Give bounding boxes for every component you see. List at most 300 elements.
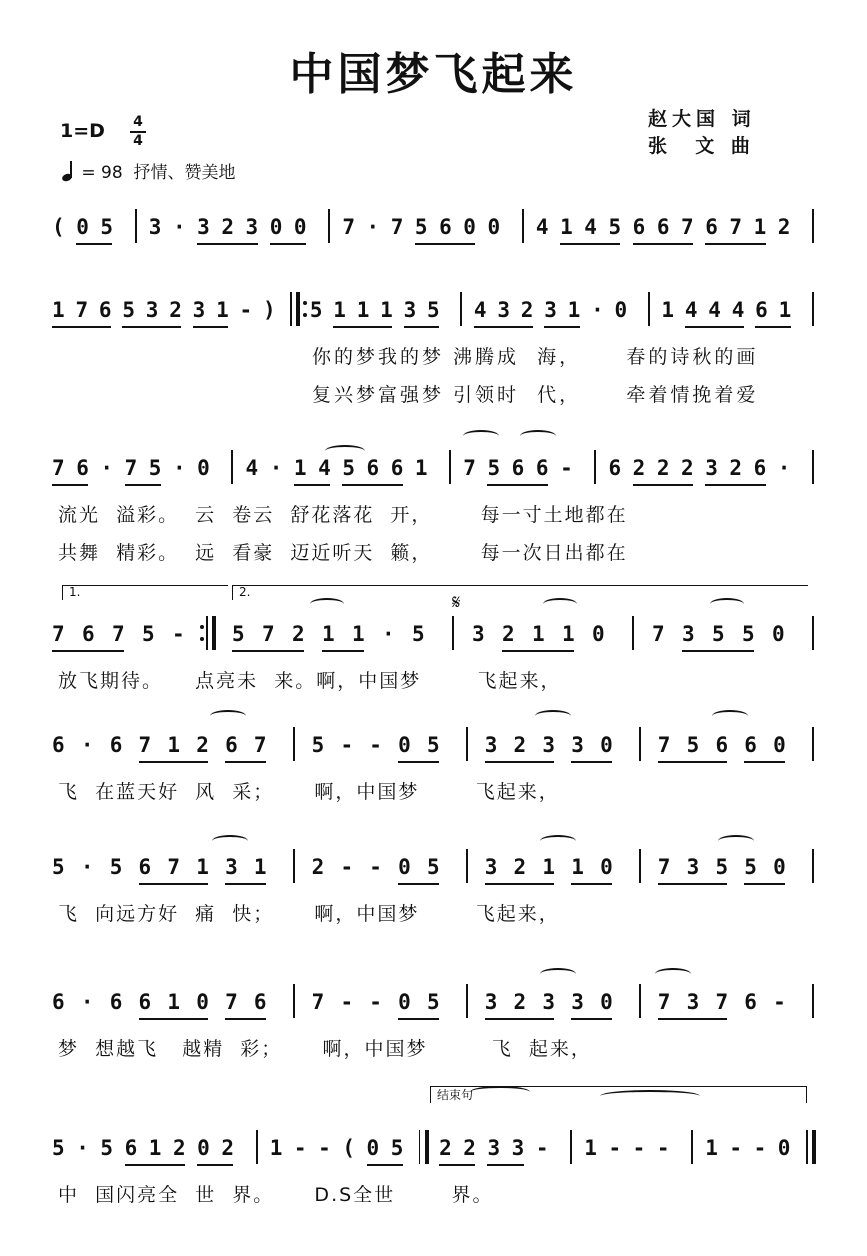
barline bbox=[328, 209, 330, 243]
note: 4 bbox=[684, 298, 698, 322]
barline bbox=[293, 984, 295, 1018]
beam-line bbox=[657, 243, 693, 245]
beam-line bbox=[367, 1164, 403, 1166]
note: 5 bbox=[608, 215, 622, 239]
beam-line bbox=[571, 1018, 612, 1020]
notes-line bbox=[0, 855, 867, 885]
note: 1 bbox=[532, 622, 545, 646]
barline bbox=[812, 727, 814, 761]
volta-1-bracket bbox=[62, 585, 228, 600]
note: 1 bbox=[753, 215, 767, 239]
beam-line bbox=[52, 484, 88, 486]
beam-line bbox=[729, 243, 765, 245]
barline bbox=[570, 1130, 572, 1164]
note: 0 bbox=[773, 733, 786, 757]
note: - bbox=[172, 622, 185, 646]
note: 3 bbox=[148, 215, 162, 239]
time-signature bbox=[128, 114, 148, 150]
note: 1 bbox=[542, 855, 556, 879]
beam-line bbox=[322, 650, 364, 652]
beam-line bbox=[82, 650, 124, 652]
note: 6 bbox=[52, 733, 65, 757]
note: 1 bbox=[148, 1136, 162, 1160]
note: 1 bbox=[216, 298, 229, 322]
note: 3 bbox=[542, 990, 556, 1014]
barline bbox=[691, 1130, 693, 1164]
slur-arc bbox=[535, 710, 571, 722]
note: 6 bbox=[535, 456, 549, 480]
note: 6 bbox=[511, 456, 525, 480]
barline bbox=[812, 450, 814, 484]
beam-line bbox=[712, 650, 754, 652]
ending-bracket bbox=[430, 1086, 807, 1103]
note: 7 bbox=[52, 622, 65, 646]
note: 6 bbox=[755, 298, 768, 322]
lyrics-verse-1: 你的梦我的梦 沸腾成 海， 春的诗秋的画 bbox=[312, 346, 759, 368]
note: 5 bbox=[414, 215, 428, 239]
lyrics-verse-2: 共舞 精彩。 远 看豪 迈近听天 籁， 每一次日出都在 bbox=[58, 542, 628, 564]
note: - bbox=[729, 1136, 743, 1160]
barline bbox=[594, 450, 596, 484]
barline bbox=[449, 450, 451, 484]
slur-arc bbox=[520, 430, 556, 442]
note: 1 bbox=[333, 298, 346, 322]
note: 5 bbox=[342, 456, 355, 480]
note: - bbox=[239, 298, 253, 322]
note: 5 bbox=[109, 855, 123, 879]
double-barline bbox=[812, 1130, 816, 1164]
note: 0 bbox=[398, 733, 411, 757]
note: 5 bbox=[712, 622, 725, 646]
note: 5 bbox=[487, 456, 501, 480]
note: 6 bbox=[439, 215, 452, 239]
beam-line bbox=[439, 1164, 475, 1166]
note: 5 bbox=[52, 855, 65, 879]
note: 6 bbox=[632, 215, 646, 239]
note: 7 bbox=[225, 990, 238, 1014]
note: 5 bbox=[742, 622, 755, 646]
note: 3 bbox=[682, 622, 695, 646]
beam-line bbox=[225, 1018, 266, 1020]
note: 5 bbox=[427, 855, 440, 879]
slur-arc bbox=[712, 710, 748, 722]
beam-line bbox=[514, 761, 555, 763]
note: 1 bbox=[196, 855, 209, 879]
note: 7 bbox=[75, 298, 89, 322]
note: 0 bbox=[76, 215, 89, 239]
note: · bbox=[80, 990, 94, 1014]
note: 6 bbox=[656, 215, 670, 239]
note: 6 bbox=[253, 990, 267, 1014]
note: · bbox=[100, 456, 114, 480]
beam-line bbox=[125, 484, 161, 486]
note: 6 bbox=[715, 733, 729, 757]
note: · bbox=[172, 215, 186, 239]
note: 5 bbox=[686, 733, 700, 757]
note: 3 bbox=[192, 298, 206, 322]
beam-line bbox=[197, 1164, 233, 1166]
notes-line bbox=[0, 298, 867, 328]
note: 1 bbox=[167, 733, 181, 757]
note: 6 bbox=[98, 298, 112, 322]
note: 3 bbox=[686, 990, 700, 1014]
notes-line bbox=[0, 456, 867, 486]
note: 2 bbox=[169, 298, 182, 322]
barline bbox=[648, 292, 650, 326]
beam-line bbox=[149, 1164, 185, 1166]
beam-line bbox=[357, 326, 392, 328]
beam-line bbox=[221, 243, 257, 245]
note: 1 bbox=[52, 298, 65, 322]
note: 3 bbox=[686, 855, 700, 879]
key-signature: 1=D bbox=[60, 120, 105, 142]
repeat-dot bbox=[303, 301, 307, 305]
note: - bbox=[318, 1136, 331, 1160]
note: 2 bbox=[656, 456, 670, 480]
note: 0 bbox=[269, 215, 283, 239]
note: 7 bbox=[657, 990, 671, 1014]
staff-row bbox=[0, 855, 867, 985]
note: 7 bbox=[52, 456, 65, 480]
beam-line bbox=[146, 326, 181, 328]
beam-line bbox=[571, 761, 612, 763]
beam-line bbox=[167, 761, 208, 763]
barline bbox=[466, 727, 468, 761]
note: - bbox=[369, 990, 382, 1014]
note: 1 bbox=[269, 1136, 283, 1160]
note: · bbox=[269, 456, 283, 480]
barline bbox=[256, 1130, 258, 1164]
beam-line bbox=[167, 1018, 208, 1020]
note: 6 bbox=[52, 990, 65, 1014]
note: 0 bbox=[293, 215, 307, 239]
note: 3 bbox=[472, 622, 485, 646]
note: 6 bbox=[138, 990, 152, 1014]
note: 6 bbox=[138, 855, 152, 879]
note: 1 bbox=[167, 990, 181, 1014]
beam-line bbox=[744, 761, 785, 763]
note: 4 bbox=[708, 298, 721, 322]
beam-line bbox=[75, 326, 110, 328]
note: 5 bbox=[427, 298, 440, 322]
note: 1 bbox=[661, 298, 675, 322]
note: ( bbox=[52, 215, 65, 239]
note: 5 bbox=[100, 215, 114, 239]
note: 5 bbox=[100, 1136, 114, 1160]
note: 6 bbox=[124, 1136, 138, 1160]
song-title: 中国梦飞起来 bbox=[289, 49, 578, 100]
note: · bbox=[366, 215, 380, 239]
note: 1 bbox=[253, 855, 267, 879]
note: 3 bbox=[511, 1136, 525, 1160]
note: · bbox=[80, 733, 94, 757]
barline bbox=[812, 984, 814, 1018]
tempo-marking bbox=[62, 158, 236, 183]
note: 6 bbox=[744, 990, 757, 1014]
note: 7 bbox=[253, 733, 267, 757]
lyrics-verse-2: 复兴梦富强梦 引领时 代， 牵着情挽着爱 bbox=[312, 384, 759, 406]
note: ( bbox=[342, 1136, 355, 1160]
barline bbox=[231, 450, 233, 484]
note: 6 bbox=[744, 733, 757, 757]
note: 3 bbox=[571, 733, 584, 757]
note: ) bbox=[262, 298, 276, 322]
note: 3 bbox=[197, 215, 210, 239]
note: 1 bbox=[293, 456, 307, 480]
note: 4 bbox=[535, 215, 549, 239]
note: 5 bbox=[309, 298, 323, 322]
note: 5 bbox=[715, 855, 729, 879]
note: 2 bbox=[221, 1136, 234, 1160]
staff-row bbox=[0, 298, 867, 428]
beam-line bbox=[571, 883, 612, 885]
note: 2 bbox=[513, 733, 527, 757]
beam-line bbox=[398, 883, 439, 885]
note: 3 bbox=[705, 456, 718, 480]
beam-line bbox=[225, 883, 266, 885]
note: 2 bbox=[311, 855, 325, 879]
notes-line bbox=[0, 215, 867, 245]
slur-arc bbox=[655, 968, 691, 980]
note: 7 bbox=[657, 855, 671, 879]
note: 1 bbox=[567, 298, 581, 322]
note: - bbox=[535, 1136, 549, 1160]
note: 0 bbox=[600, 855, 613, 879]
note: 6 bbox=[608, 456, 622, 480]
composer-credit: 张 文 曲 bbox=[648, 135, 755, 157]
lyrics-verse-1: 放飞期待。 点亮未 来。啊，中国梦 飞起来， bbox=[58, 670, 562, 692]
note: - bbox=[773, 990, 786, 1014]
note: 2 bbox=[502, 622, 515, 646]
double-barline bbox=[425, 1130, 429, 1164]
note: 0 bbox=[463, 215, 476, 239]
note: 2 bbox=[513, 855, 527, 879]
barline bbox=[639, 849, 641, 883]
beam-line bbox=[687, 761, 728, 763]
barline-thin bbox=[419, 1130, 421, 1164]
beam-line bbox=[544, 326, 579, 328]
note: 7 bbox=[262, 622, 275, 646]
note: 1 bbox=[356, 298, 370, 322]
note: 6 bbox=[753, 456, 767, 480]
notes-line bbox=[0, 622, 867, 652]
note: 6 bbox=[366, 456, 380, 480]
beam-line bbox=[487, 1164, 523, 1166]
note: 1 bbox=[562, 622, 575, 646]
note: 0 bbox=[197, 1136, 210, 1160]
note: 3 bbox=[542, 733, 556, 757]
note: 6 bbox=[390, 456, 404, 480]
beam-line bbox=[262, 650, 304, 652]
note: · bbox=[172, 456, 186, 480]
slur-arc bbox=[718, 835, 754, 847]
note: · bbox=[382, 622, 395, 646]
slur-arc bbox=[540, 968, 576, 980]
slur-arc bbox=[210, 710, 246, 722]
note: 7 bbox=[167, 855, 181, 879]
double-barline bbox=[296, 292, 300, 326]
barline bbox=[812, 616, 814, 650]
barline bbox=[639, 727, 641, 761]
volta-1-label: 1. bbox=[69, 585, 81, 599]
note: 4 bbox=[731, 298, 745, 322]
repeat-dot bbox=[303, 313, 307, 317]
barline bbox=[293, 727, 295, 761]
barline bbox=[460, 292, 462, 326]
note: 7 bbox=[138, 733, 152, 757]
note: 7 bbox=[715, 990, 729, 1014]
note: 7 bbox=[124, 456, 138, 480]
barline bbox=[812, 209, 814, 243]
note: 3 bbox=[497, 298, 510, 322]
note: 7 bbox=[112, 622, 125, 646]
slur-arc bbox=[540, 835, 576, 847]
note: - bbox=[632, 1136, 646, 1160]
note: 6 bbox=[82, 622, 95, 646]
ending-label: 结束句 bbox=[437, 1088, 474, 1102]
note: 1 bbox=[560, 215, 573, 239]
beam-line bbox=[294, 484, 330, 486]
lyrics-verse-1: 飞 在蓝天好 风 采； 啊，中国梦 飞起来， bbox=[58, 781, 560, 803]
slur-arc bbox=[463, 430, 499, 442]
note: 2 bbox=[513, 990, 527, 1014]
note: 2 bbox=[632, 456, 646, 480]
beam-line bbox=[514, 883, 555, 885]
lyrics-verse-1: 梦 想越飞 越精 彩； 啊，中国梦 飞 起来， bbox=[58, 1038, 592, 1060]
note: 4 bbox=[473, 298, 487, 322]
note: 7 bbox=[729, 215, 743, 239]
volta-2-label: 2. bbox=[239, 585, 251, 599]
note: 2 bbox=[221, 215, 234, 239]
note: 1 bbox=[571, 855, 584, 879]
note: 5 bbox=[427, 990, 440, 1014]
barline bbox=[812, 849, 814, 883]
note: 2 bbox=[196, 733, 209, 757]
note: 4 bbox=[584, 215, 597, 239]
note: 7 bbox=[311, 990, 325, 1014]
note: 5 bbox=[744, 855, 757, 879]
note: 1 bbox=[352, 622, 365, 646]
note: 7 bbox=[342, 215, 355, 239]
lyricist-credit: 赵大国 词 bbox=[648, 108, 756, 130]
note: 7 bbox=[657, 733, 671, 757]
note: 3 bbox=[484, 733, 498, 757]
tempo-value: = 98 bbox=[81, 163, 123, 183]
note: 2 bbox=[292, 622, 305, 646]
note: 1 bbox=[380, 298, 393, 322]
note: 5 bbox=[390, 1136, 404, 1160]
note: 0 bbox=[772, 622, 785, 646]
note: 6 bbox=[705, 215, 718, 239]
beam-line bbox=[512, 484, 548, 486]
note: 0 bbox=[366, 1136, 380, 1160]
note: - bbox=[340, 733, 354, 757]
beam-line bbox=[755, 326, 790, 328]
note: 3 bbox=[403, 298, 417, 322]
repeat-dot bbox=[200, 625, 204, 629]
note: 3 bbox=[544, 298, 557, 322]
note: 0 bbox=[398, 855, 411, 879]
note: - bbox=[369, 855, 382, 879]
note: - bbox=[293, 1136, 307, 1160]
note: - bbox=[340, 855, 354, 879]
beam-line bbox=[404, 326, 439, 328]
note: 2 bbox=[520, 298, 534, 322]
note: 5 bbox=[232, 622, 245, 646]
staff-row bbox=[0, 456, 867, 586]
note: 5 bbox=[412, 622, 425, 646]
note: 0 bbox=[600, 990, 613, 1014]
note: 7 bbox=[463, 456, 476, 480]
beam-line bbox=[76, 243, 112, 245]
note: 1 bbox=[414, 456, 428, 480]
beam-line bbox=[225, 761, 266, 763]
note: 0 bbox=[592, 622, 605, 646]
beam-line bbox=[687, 1018, 728, 1020]
barline bbox=[466, 849, 468, 883]
note: 0 bbox=[398, 990, 411, 1014]
note: 4 bbox=[318, 456, 331, 480]
volta-2-bracket bbox=[232, 585, 808, 600]
note: 3 bbox=[484, 990, 498, 1014]
time-signature-bottom: 4 bbox=[133, 132, 143, 149]
beam-line bbox=[687, 883, 728, 885]
barline-thin bbox=[290, 292, 292, 326]
note: 3 bbox=[571, 990, 584, 1014]
note: 5 bbox=[52, 1136, 65, 1160]
notes-line bbox=[0, 1136, 867, 1166]
notes-line bbox=[0, 990, 867, 1020]
note: 2 bbox=[172, 1136, 186, 1160]
beam-line bbox=[193, 326, 228, 328]
note: · bbox=[76, 1136, 89, 1160]
barline bbox=[466, 984, 468, 1018]
note: 2 bbox=[463, 1136, 476, 1160]
note: 7 bbox=[681, 215, 694, 239]
note: 5 bbox=[122, 298, 135, 322]
barline-thin bbox=[806, 1130, 808, 1164]
beam-line bbox=[167, 883, 208, 885]
staff-row bbox=[0, 1136, 867, 1256]
note: 6 bbox=[109, 733, 123, 757]
note: · bbox=[777, 456, 791, 480]
notes-line bbox=[0, 733, 867, 763]
beam-line bbox=[439, 243, 475, 245]
note: 7 bbox=[652, 622, 665, 646]
lyrics-verse-1: 中 国闪亮全 世 界。 D.S全世 界。 bbox=[58, 1184, 494, 1206]
note: 4 bbox=[245, 456, 259, 480]
note: · bbox=[80, 855, 94, 879]
note: 6 bbox=[76, 456, 89, 480]
note: 1 bbox=[778, 298, 792, 322]
beam-line bbox=[398, 1018, 439, 1020]
note: 3 bbox=[487, 1136, 501, 1160]
tempo-expression: 抒情、赞美地 bbox=[133, 163, 236, 183]
lyrics-verse-1: 飞 向远方好 痛 快； 啊，中国梦 飞起来， bbox=[58, 903, 560, 925]
barline bbox=[522, 209, 524, 243]
beam-line bbox=[514, 1018, 555, 1020]
note: 3 bbox=[225, 855, 238, 879]
note: 2 bbox=[777, 215, 791, 239]
note: 2 bbox=[729, 456, 743, 480]
note: 5 bbox=[142, 622, 155, 646]
note: - bbox=[753, 1136, 767, 1160]
barline bbox=[632, 616, 634, 650]
note: - bbox=[369, 733, 382, 757]
note: 3 bbox=[145, 298, 159, 322]
note: 2 bbox=[439, 1136, 452, 1160]
slur-arc bbox=[325, 445, 365, 457]
